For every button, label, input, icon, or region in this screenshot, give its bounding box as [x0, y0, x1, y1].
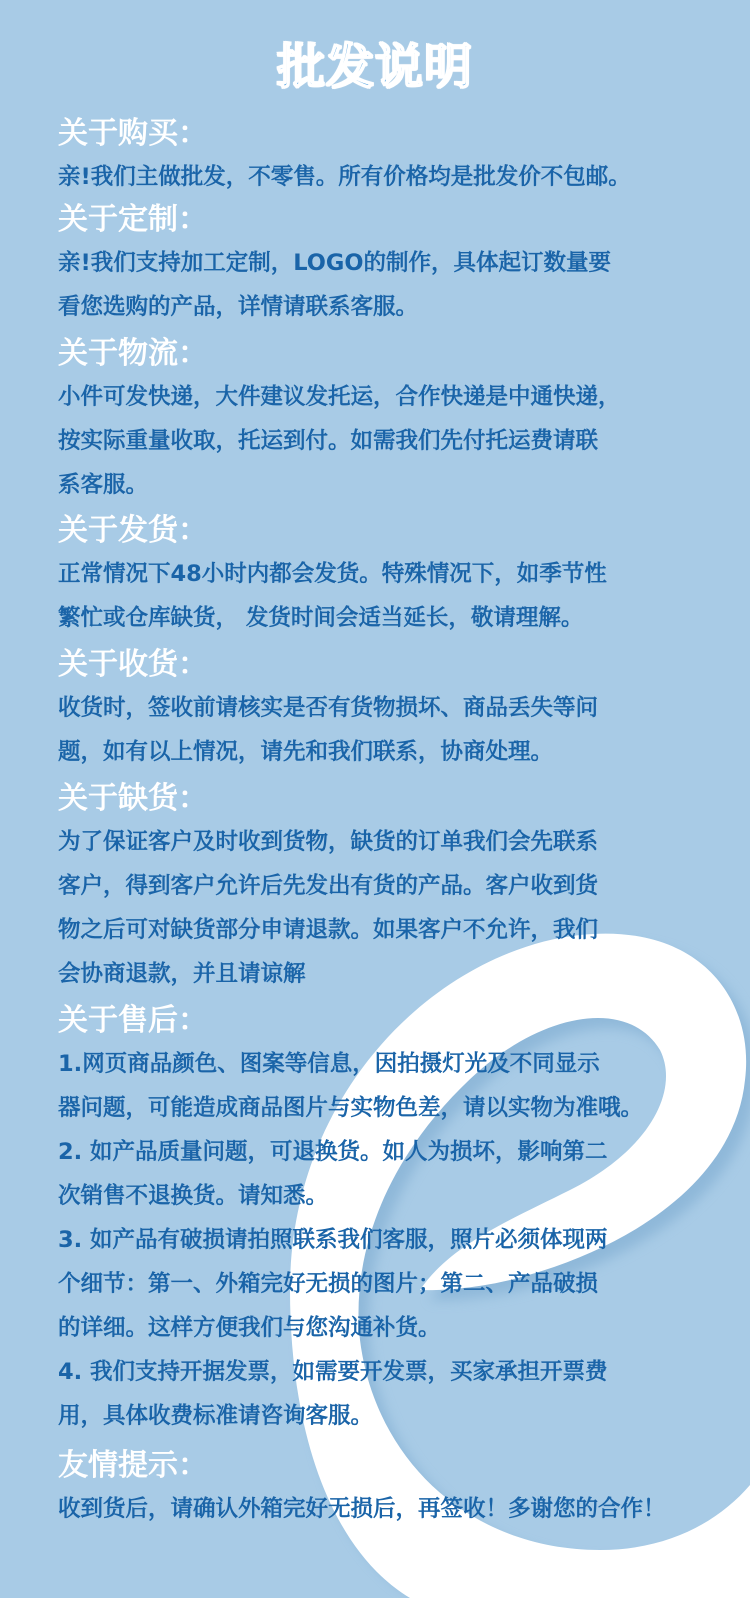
section-text-line: 客户，得到客户允许后先发出有货的产品。客户收到货: [58, 873, 599, 899]
section-text-line: 繁忙或仓库缺货， 发货时间会适当延长，敬请理解。: [58, 605, 584, 631]
section-friendly-reminder: [58, 1445, 738, 1531]
section-heading: 关于购买：: [58, 116, 208, 151]
section-text-line: 按实际重量收取，托运到付。如需我们先付托运费请联: [58, 428, 599, 454]
section-text-line: 亲!我们支持加工定制，LOGO的制作，具体起订数量要: [58, 250, 612, 276]
section-text-line: 题，如有以上情况，请先和我们联系，协商处理。: [58, 739, 554, 765]
section-text-line: 个细节：第一、外箱完好无损的图片；第二、产品破损: [58, 1271, 599, 1297]
section-heading: 关于售后：: [58, 1003, 208, 1038]
section-customization: [58, 199, 738, 329]
section-heading: 友情提示：: [58, 1448, 208, 1483]
section-heading: 关于发货：: [58, 513, 208, 548]
section-text-line: 用，具体收费标准请咨询客服。: [58, 1403, 374, 1429]
section-text-line: 看您选购的产品，详情请联系客服。: [58, 294, 419, 320]
section-shipping: [58, 510, 738, 640]
section-text-line: 收到货后，请确认外箱完好无损后，再签收！多谢您的合作！: [58, 1496, 666, 1522]
section-text-line: 2. 如产品质量问题，可退换货。如人为损坏，影响第二: [58, 1139, 608, 1165]
section-text-line: 3. 如产品有破损请拍照联系我们客服，照片必须体现两: [58, 1227, 608, 1253]
section-text-line: 1.网页商品颜色、图案等信息，因拍摄灯光及不同显示: [58, 1051, 600, 1077]
page-title: 批发说明: [276, 39, 473, 95]
section-text-line: 次销售不退换货。请知悉。: [58, 1183, 329, 1209]
section-text-line: 收货时，签收前请核实是否有货物损坏、商品丢失等问: [58, 695, 599, 721]
section-text-line: 正常情况下48小时内都会发货。特殊情况下，如季节性: [58, 561, 607, 587]
section-text-line: 系客服。: [58, 472, 149, 498]
section-text-line: 会协商退款，并且请谅解: [58, 961, 306, 987]
section-text-line: 器问题，可能造成商品图片与实物色差，请以实物为准哦。: [58, 1095, 644, 1121]
section-out-of-stock: [58, 778, 738, 996]
section-heading: 关于收货：: [58, 647, 208, 682]
section-heading: 关于缺货：: [58, 781, 208, 816]
section-text-line: 为了保证客户及时收到货物，缺货的订单我们会先联系: [58, 829, 599, 855]
section-purchase: [58, 113, 738, 199]
section-text-line: 的详细。这样方便我们与您沟通补货。: [58, 1315, 441, 1341]
section-heading: 关于定制：: [58, 202, 208, 237]
section-heading: 关于物流：: [58, 336, 208, 371]
section-text-line: 小件可发快递，大件建议发托运，合作快递是中通快递，: [58, 384, 621, 410]
section-text-line: 4. 我们支持开据发票，如需要开发票，买家承担开票费: [58, 1359, 608, 1385]
section-text-line: 亲!我们主做批发，不零售。所有价格均是批发价不包邮。: [58, 164, 631, 190]
section-text-line: 物之后可对缺货部分申请退款。如果客户不允许，我们: [58, 917, 599, 943]
section-receiving: [58, 644, 738, 774]
section-after-sales: [58, 1000, 738, 1438]
section-logistics: [58, 333, 738, 507]
